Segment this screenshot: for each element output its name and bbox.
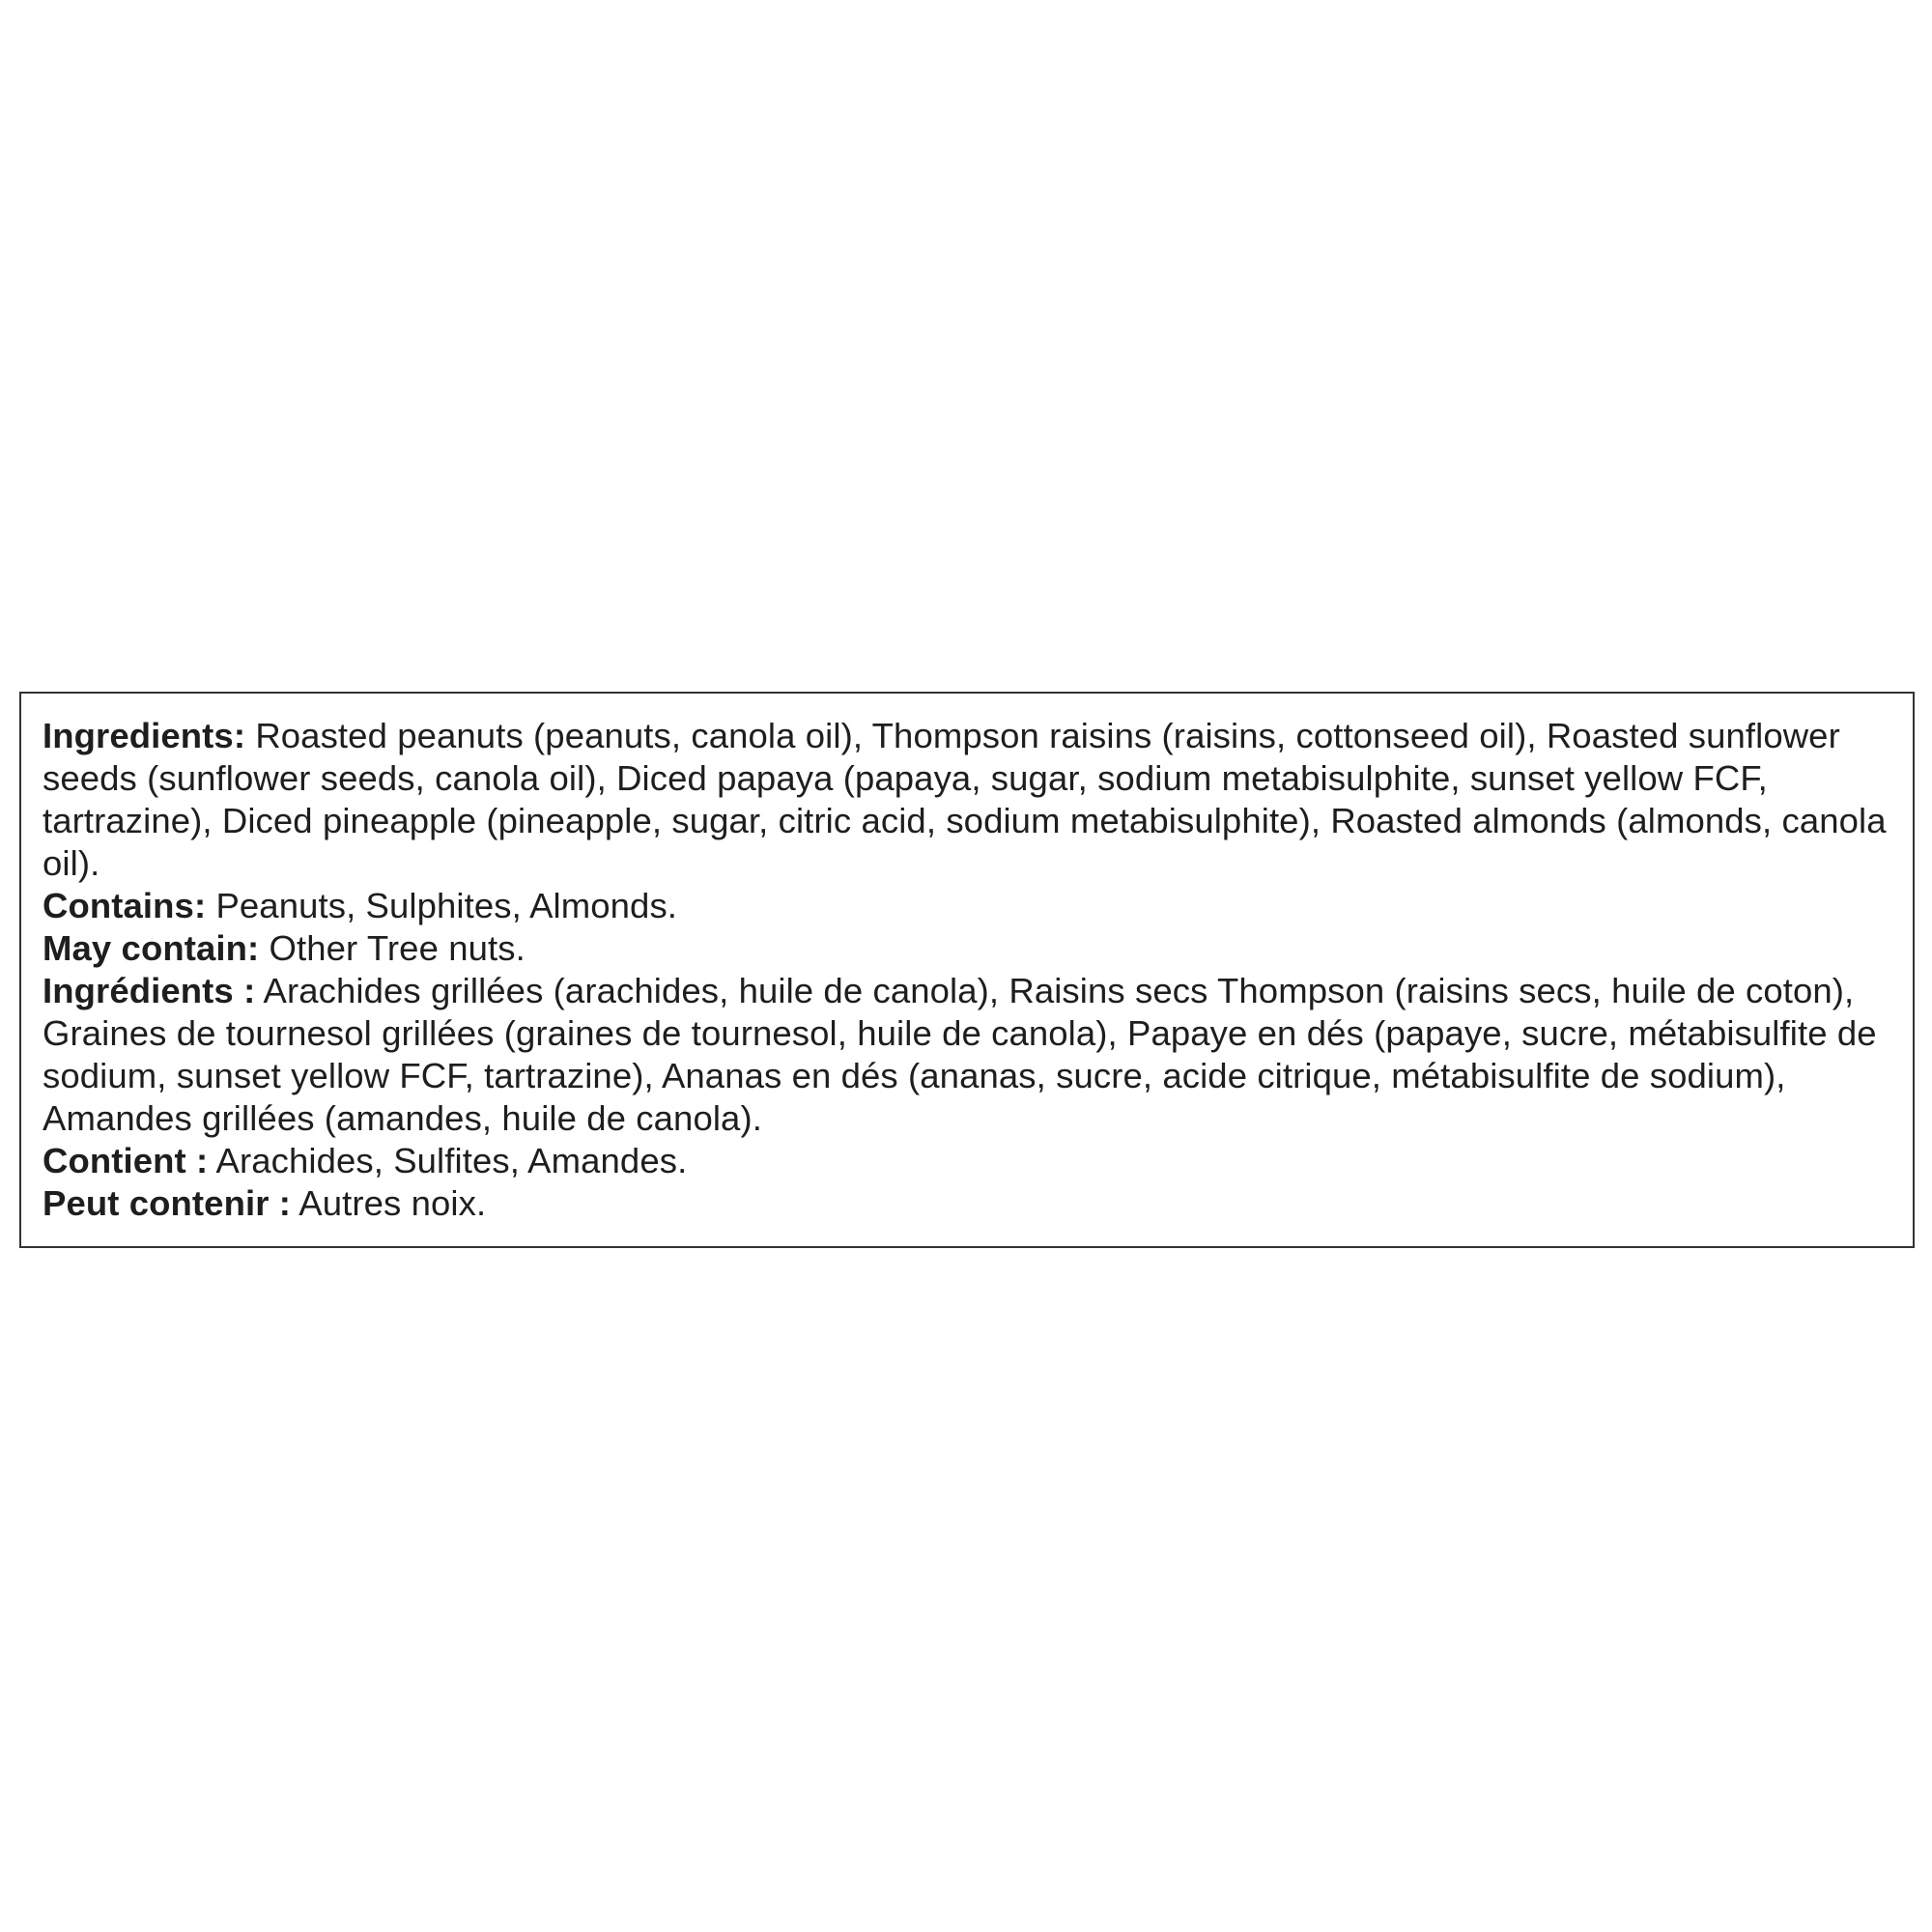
contains-fr	[43, 1140, 1891, 1182]
ingredients-en	[43, 715, 1891, 885]
ingredients-label-panel	[19, 692, 1915, 1248]
ingredients-en-text: Roasted peanuts (peanuts, canola oil), Thompson raisins (raisins, cottonseed oil), Roasted sunflower seeds (sunflower seeds, canola oil), Diced papaya (papaya, sugar, sodium metabisulphite, sunset yellow FCF, tartrazine), Diced pineapple (pineapple, sugar, citric acid, sodium metabisulphite), Roasted almonds (almonds, canola oil).	[43, 716, 1887, 883]
may-contain-en-text: Other Tree nuts.	[259, 928, 526, 968]
ingredients-en-heading: Ingredients:	[43, 716, 246, 755]
ingredients-fr-text: Arachides grillées (arachides, huile de canola), Raisins secs Thompson (raisins secs, huile de coton), Graines de tournesol grillées (graines de tournesol, huile de canola), Papaye en dés (papaye, sucre, métabisulfite de sodium, sunset yellow FCF, tartrazine), Ananas en dés (ananas, sucre, acide citrique, métabisulfite de sodium), Amandes grillées (amandes, huile de canola).	[43, 971, 1877, 1138]
contains-fr-heading: Contient :	[43, 1141, 209, 1180]
contains-en-heading: Contains:	[43, 886, 207, 925]
contains-en	[43, 885, 1891, 927]
may-contain-fr-text: Autres noix.	[291, 1183, 487, 1223]
may-contain-en-heading: May contain:	[43, 928, 260, 968]
may-contain-fr	[43, 1182, 1891, 1225]
may-contain-en	[43, 927, 1891, 970]
ingredients-fr-heading: Ingrédients :	[43, 971, 256, 1010]
contains-fr-text: Arachides, Sulfites, Amandes.	[208, 1141, 688, 1180]
ingredients-fr	[43, 970, 1891, 1140]
contains-en-text: Peanuts, Sulphites, Almonds.	[206, 886, 678, 925]
may-contain-fr-heading: Peut contenir :	[43, 1183, 292, 1223]
